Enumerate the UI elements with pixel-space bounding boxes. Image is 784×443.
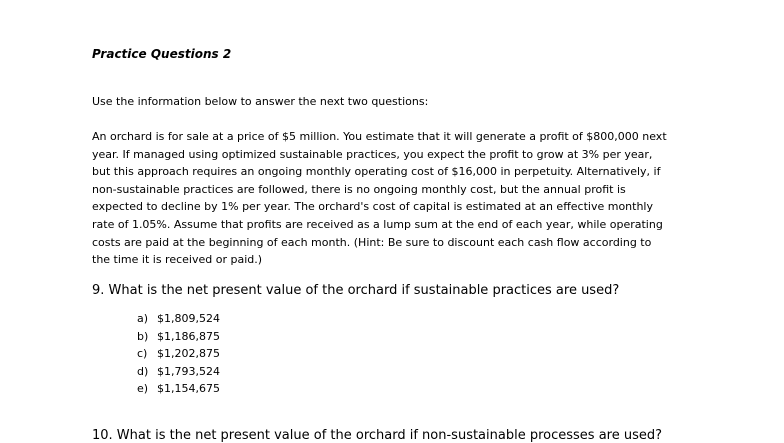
option-b bbox=[137, 328, 220, 346]
paragraph-line: the time it is received or paid.) bbox=[92, 253, 263, 267]
option-e bbox=[137, 380, 220, 398]
option-letter: c) bbox=[137, 347, 148, 360]
paragraph-line: non-sustainable practices are followed, there is no ongoing monthly cost, but the annual profit is bbox=[92, 182, 626, 196]
option-value: $1,809,524 bbox=[157, 312, 220, 325]
question-10: 10. What is the net present value of the orchard if non-sustainable processes are used? bbox=[92, 428, 663, 443]
answer-options bbox=[137, 310, 220, 398]
option-letter: d) bbox=[137, 364, 149, 378]
option-letter: a) bbox=[137, 312, 149, 325]
paragraph-line: expected to decline by 1% per year. The orchard's cost of capital is estimated at an effective monthly bbox=[92, 200, 653, 214]
paragraph-line: rate of 1.05%. Assume that profits are received as a lump sum at the end of each year, while operating bbox=[92, 217, 663, 231]
option-d bbox=[137, 363, 220, 381]
paragraph-line: costs are paid at the beginning of each month. (Hint: Be sure to discount each cash flow according to bbox=[92, 235, 652, 249]
option-value: $1,186,875 bbox=[157, 329, 220, 343]
option-c bbox=[137, 345, 220, 363]
page-title: Practice Questions 2 bbox=[92, 47, 232, 61]
option-letter: b) bbox=[137, 329, 149, 343]
option-value: $1,202,875 bbox=[157, 347, 220, 360]
paragraph-line: but this approach requires an ongoing monthly operating cost of $16,000 in perpetuity. Alternatively, if bbox=[92, 165, 661, 179]
intro-text: Use the information below to answer the next two questions: bbox=[92, 95, 429, 108]
question-9: 9. What is the net present value of the orchard if sustainable practices are used? bbox=[92, 283, 620, 298]
problem-paragraph bbox=[92, 128, 667, 269]
option-letter: e) bbox=[137, 382, 149, 395]
option-value: $1,793,524 bbox=[157, 364, 220, 378]
option-value: $1,154,675 bbox=[157, 382, 220, 395]
paragraph-line: An orchard is for sale at a price of $5 million. You estimate that it will generate a profit of $800,000 next bbox=[92, 130, 667, 143]
paragraph-line: year. If managed using optimized sustainable practices, you expect the profit to grow at 3% per year, bbox=[92, 147, 653, 161]
option-a bbox=[137, 310, 220, 328]
